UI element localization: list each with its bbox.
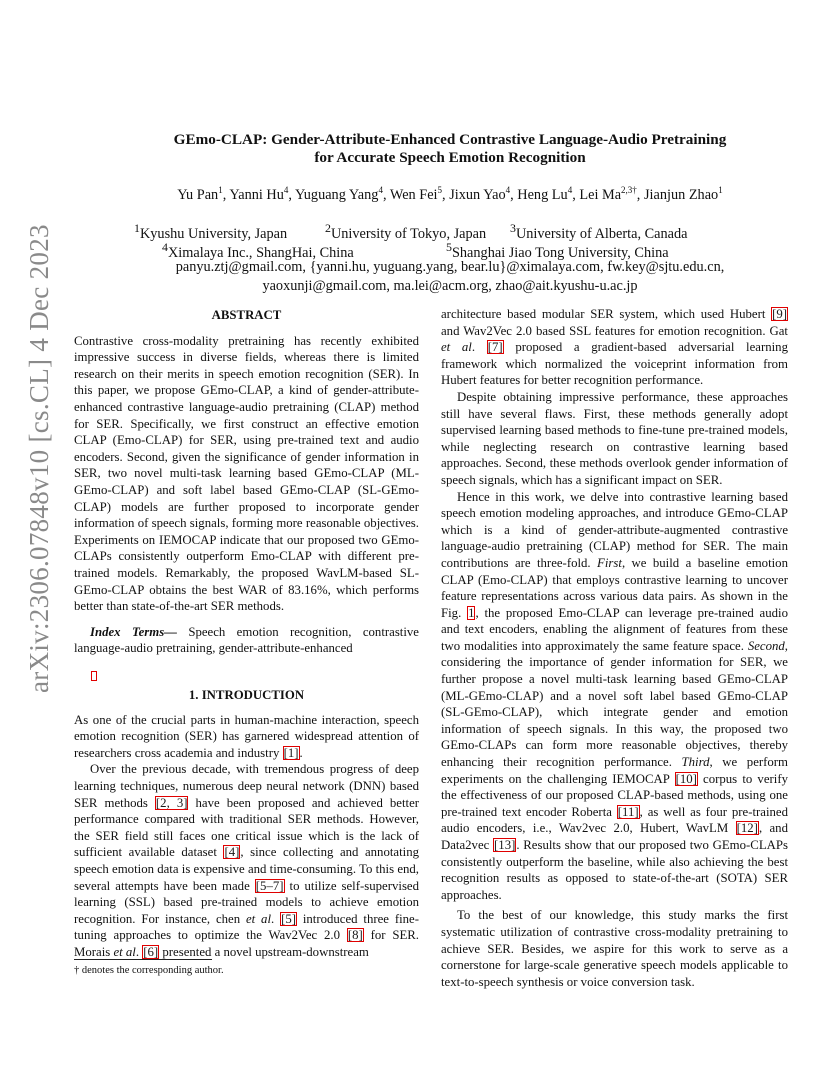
author: Wen Fei [389, 187, 438, 203]
affiliation-2: $^2$University of Tokyo, Japan [325, 221, 487, 242]
author: Heng Lu [517, 187, 568, 203]
author: Yu Pan [177, 187, 219, 203]
emails-line-2: yaoxunji@gmail.com, ma.lei@acm.org, zhao@ait.kyushu-u.ac.jp [262, 278, 638, 294]
author: Yuguang Yang [295, 187, 379, 203]
right-paragraph-1: architecture based modular SER system, which used Hubert [9] and Wav2Vec 2.0 based SSL features for emotion recognition. Gat et al. [7] proposed a gradient-based adversarial learning framework which normalized the voiceprint information from Hubert features for better recognition performance. [441, 307, 788, 388]
left-column [74, 307, 419, 657]
index-terms: Index Terms— Speech emotion recognition, contrastive language-audio pretraining, gender-attribute-enhanced [74, 624, 419, 656]
abstract-text: Contrastive cross-modality pretraining has recently exhibited impressive success in diverse fields, whereas there is limited research on their merits in speech emotion recognition (SER). In this paper, we propose GEmo-CLAP, a kind of gender-attribute-enhanced contrastive language-audio pretraining (CLAP) method for SER. Specifically, we first construct an effective emotion CLAP (Emo-CLAP) for SER, using pre-trained text and audio encoders. Second, given the significance of gender information in SER, two novel multi-task learning based GEmo-CLAP (ML-GEmo-CLAP) and soft label based GEmo-CLAP (SL-GEmo-CLAP) models are further proposed to incorporate gender information of speech signals, forming more reasonable objectives. Experiments on IEMOCAP indicate that our proposed two GEmo-CLAPs consistently outperform Emo-CLAP with different pre-trained models. Remarkably, the proposed WavLM-based SL-GEmo-CLAP obtains the best WAR of 83.16%, which performs better than state-of-the-art SER methods. [74, 333, 419, 614]
affiliation-4: $^4$Ximalaya Inc., ShangHai, China [162, 240, 354, 261]
intro-heading: 1. INTRODUCTION [188, 688, 305, 702]
author: Jixun Yao [449, 187, 506, 203]
author: Yanni Hu [229, 187, 284, 203]
author-list: Yu Pan$^1$, Yanni Hu$^4$, Yuguang Yang$^4$, Wen Fei$^5$, Jixun Yao$^4$, Heng Lu$^4$, Lei $Ma^{2,3\dagger}$, Jianjun Zhao$^1$ [177, 185, 723, 203]
emails-line-1: panyu.ztj@gmail.com, {yanni.hu, yuguang.yang, bear.lu}@ximalaya.com, fw.key@sjtu.edu.cn, [175, 259, 725, 275]
right-column [441, 306, 788, 990]
link-marker [91, 671, 97, 681]
footnote: † denotes the corresponding author. [74, 965, 224, 976]
right-paragraph-2: Despite obtaining impressive performance, these approaches still have several flaws. First, these methods generally adopt supervised learning based methods to fine-tune pre-trained models, while neglecting research on contrastive learning based approaches. Second, these methods overlook gender information of speech signals, which has a significant impact on SER. [441, 389, 788, 487]
intro-paragraph-1: As one of the crucial parts in human-machine interaction, speech emotion recognition (SER) has garnered widespread attention of researchers cross academia and industry [1]. [74, 712, 419, 760]
abstract-heading: ABSTRACT [211, 308, 282, 322]
title-line-2: for Accurate Speech Emotion Recognition [314, 149, 586, 166]
right-paragraph-4: To the best of our knowledge, this study marks the first systematic utilization of contrastive cross-modality pretraining to achieve SER. Besides, we aspire for this work to serve as a cornerstone for large-scale generative speech models applicable to text-to-speech synthesis or voice conversion task. [441, 908, 788, 989]
affiliation-3: $^3$University of Alberta, Canada [510, 221, 688, 242]
introduction-section [74, 687, 419, 961]
arxiv-id: arXiv:2306.07848v10 [cs.CL] 4 Dec 2023 [24, 224, 54, 693]
footnote-rule [74, 959, 212, 960]
arxiv-watermark [10, 155, 62, 695]
author: Jianjun Zhao [643, 187, 719, 203]
intro-paragraph-2: Over the previous decade, with tremendous progress of deep learning techniques, numerous deep neural network (DNN) based SER methods [2, 3] have been proposed and achieved better performance compared with traditional SER methods. However, the SER field still faces one critical issue which is the lack of sufficient available dataset [4], since collecting and annotating speech emotion data is expensive and time-consuming. To this end, several attempts have been made [5–7] to utilize self-supervised learning (SSL) based pre-trained models to achieve emotion recognition. For instance, chen et al. [5] introduced three fine-tuning approaches to optimize the Wav2Vec 2.0 [8] for SER. Morais et al. [6] presented a novel upstream-downstream [74, 762, 420, 959]
affiliation-5: $^5$Shanghai Jiao Tong University, China [446, 240, 669, 261]
paper-title [100, 131, 800, 167]
affiliation-1: $^1$Kyushu University, Japan [134, 221, 288, 242]
title-line-1: GEmo-CLAP: Gender-Attribute-Enhanced Contrastive Language-Audio Pretraining [173, 131, 727, 148]
right-paragraph-3: Hence in this work, we delve into contrastive learning based speech emotion modeling approaches, and introduce GEmo-CLAP which is a kind of gender-attribute-augmented contrastive language-audio pretraining (CLAP) method for SER. The main contributions are three-fold. First, we build a baseline emotion CLAP (Emo-CLAP) that employs contrastive learning to uncover feature representations across various data pairs. As shown in the Fig. 1, the proposed Emo-CLAP can leverage pre-trained audio and text encoders, enabling the alignment of features from these two modalities into approximately the same feature space. Second, considering the importance of gender information for SER, we further propose a novel multi-task learning based GEmo-CLAP (ML-GEmo-CLAP) and a novel soft label based GEmo-CLAP (SL-GEmo-CLAP), which integrate gender and emotion information of speech signals. In this way, the proposed two GEmo-CLAPs can form more reasonable objectives, thereby enhancing their recognition performance. Third, we perform experiments on the challenging IEMOCAP [10] corpus to verify the effectiveness of our proposed CLAP-based methods, using one pre-trained text encoder Roberta [11], as well as four pre-trained audio encoders, i.e., Wav2vec 2.0, Hubert, WavLM [12], and Data2vec [13]. Results show that our proposed two GEmo-CLAPs consistently outperform the baseline, while also achieving the best recognition results as opposed to state-of-the-art (SOTA) SER approaches. [441, 489, 789, 902]
author: Lei Ma [579, 187, 622, 203]
